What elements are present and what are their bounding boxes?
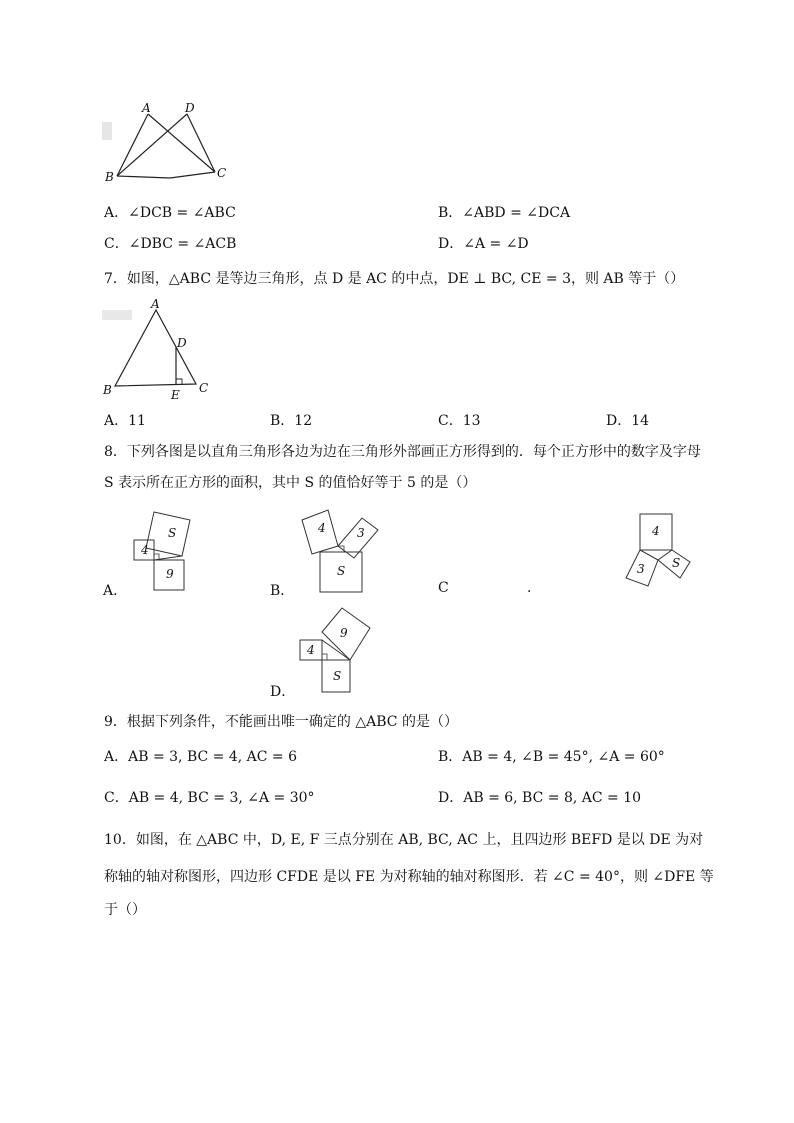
- label-9: 9: [340, 626, 348, 640]
- segment-bd: [117, 114, 187, 176]
- q6-option-a: A．∠DCB = ∠ABC: [104, 205, 236, 221]
- hypotenuse: [154, 556, 182, 560]
- label-D: D: [177, 336, 187, 350]
- label-s: S: [168, 526, 177, 540]
- q9-option-b: B．AB = 4, ∠B = 45°, ∠A = 60°: [438, 749, 665, 765]
- q9-option-c: C．AB = 4, BC = 3, ∠A = 30°: [104, 790, 315, 806]
- label-4: 4: [318, 521, 326, 535]
- label-E: E: [171, 388, 180, 402]
- label-s: S: [337, 564, 346, 578]
- label-B: B: [105, 170, 114, 184]
- scan-smudge: [102, 310, 132, 320]
- q8-option-a-label: A．: [103, 583, 128, 599]
- q8-option-b-label: B．: [270, 583, 295, 599]
- q8-text-line2: S 表示所在正方形的面积，其中 S 的值恰好等于 5 的是（）: [104, 475, 477, 491]
- q7-text: 7．如图，△ABC 是等边三角形，点 D 是 AC 的中点，DE ⊥ BC, CE = 3，则 AB 等于（）: [104, 271, 685, 287]
- q7-figure: [100, 296, 220, 404]
- label-4: 4: [307, 643, 315, 657]
- hypotenuse: [640, 550, 658, 560]
- q8-figure-c: [620, 510, 696, 594]
- q6-option-d: D．∠A = ∠D: [438, 236, 529, 252]
- label-3: 3: [357, 526, 365, 540]
- q8-option-c-dot: .: [527, 580, 532, 596]
- label-A: A: [151, 297, 160, 311]
- label-B: B: [103, 383, 112, 397]
- label-s: S: [333, 669, 342, 683]
- label-C: C: [217, 166, 227, 180]
- q6-option-b: B．∠ABD = ∠DCA: [438, 205, 571, 221]
- segment-dc: [187, 114, 215, 172]
- q8-text-line1: 8．下列各图是以直角三角形各边为边在三角形外部画正方形得到的．每个正方形中的数字及字母: [104, 444, 701, 460]
- q10-text-line2: 称轴的轴对称图形，四边形 CFDE 是以 FE 为对称轴的轴对称图形．若 ∠C = 40°，则 ∠DFE 等: [104, 869, 714, 885]
- q8-figure-d: [296, 604, 376, 696]
- right-angle-mark: [322, 654, 327, 660]
- q7-option-d: D．14: [606, 413, 650, 429]
- q6-figure: [100, 100, 240, 188]
- label-9: 9: [166, 567, 174, 581]
- label-4: 4: [141, 543, 149, 557]
- label-C: C: [199, 381, 209, 395]
- q8-option-d-label: D．: [270, 684, 296, 700]
- label-3: 3: [637, 562, 645, 576]
- hypotenuse: [322, 640, 350, 660]
- label-A: A: [142, 101, 151, 115]
- label-4: 4: [652, 524, 660, 538]
- segment-bc: [117, 172, 215, 178]
- q9-option-d: D．AB = 6, BC = 8, AC = 10: [438, 790, 642, 806]
- scan-smudge: [102, 122, 112, 140]
- q8-figure-a: [128, 502, 208, 594]
- label-D: D: [185, 101, 195, 115]
- q6-option-c: C．∠DBC = ∠ACB: [104, 236, 237, 252]
- q7-option-c: C．13: [438, 413, 481, 429]
- q7-option-b: B．12: [270, 413, 313, 429]
- q7-option-a: A．11: [104, 413, 146, 429]
- q10-text-line1: 10．如图，在 △ABC 中，D, E, F 三点分别在 AB, BC, AC 上，且四边形 BEFD 是以 DE 为对: [104, 832, 704, 848]
- segment-ac: [148, 114, 215, 172]
- segment-ba: [117, 114, 148, 176]
- q9-text: 9．根据下列条件，不能画出唯一确定的 △ABC 的是（）: [104, 714, 458, 730]
- q8-figure-b: [298, 504, 384, 596]
- label-s: S: [672, 556, 681, 570]
- q9-option-a: A．AB = 3, BC = 4, AC = 6: [104, 749, 298, 765]
- q8-option-c-label: C: [438, 580, 449, 596]
- q10-text-line3: 于（）: [104, 902, 146, 918]
